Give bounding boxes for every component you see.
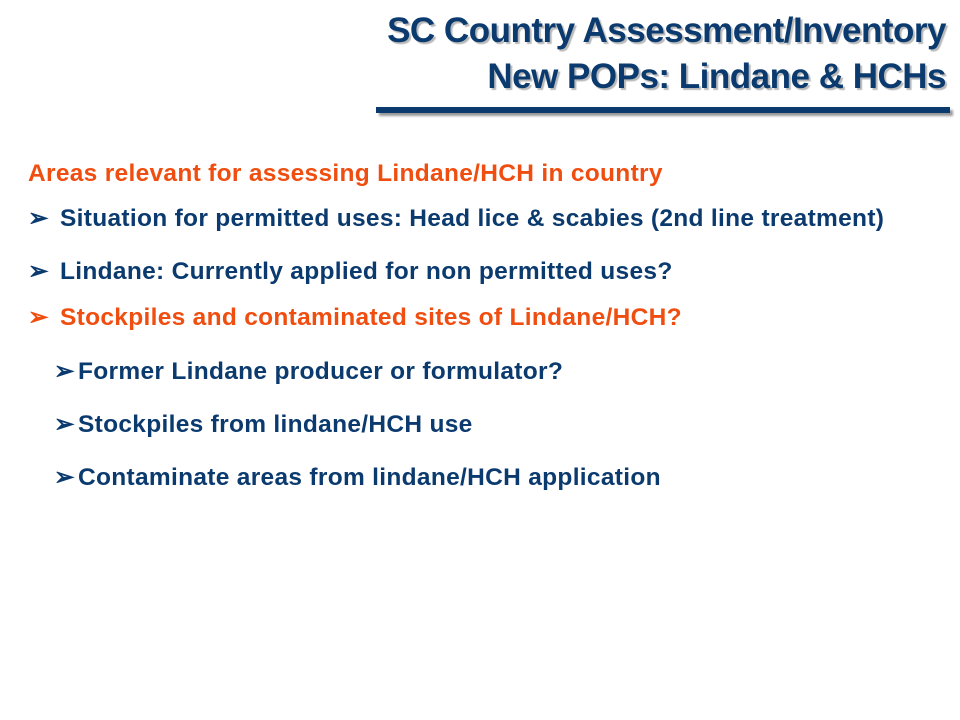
bullet-item <box>28 202 948 235</box>
slide-title <box>246 8 946 100</box>
title-line-1: SC Country Assessment/Inventory <box>387 11 946 50</box>
slide-content <box>28 152 948 494</box>
arrow-bullet-icon: ➢ <box>54 464 75 491</box>
bullet-item <box>28 255 948 288</box>
sub-bullet-text: Contaminate areas from lindane/HCH application <box>78 464 661 491</box>
sub-bullet-item <box>28 461 948 494</box>
sub-bullet-item <box>28 355 948 388</box>
arrow-bullet-icon: ➢ <box>28 258 49 285</box>
bullet-text: Stockpiles and contaminated sites of Lindane/HCH? <box>60 304 682 331</box>
title-line-2: New POPs: Lindane & HCHs <box>487 57 946 96</box>
arrow-bullet-icon: ➢ <box>28 205 49 232</box>
bullet-text: Lindane: Currently applied for non permitted uses? <box>60 258 673 285</box>
title-underline <box>376 107 950 113</box>
arrow-bullet-icon: ➢ <box>28 304 49 331</box>
arrow-bullet-icon: ➢ <box>54 411 75 438</box>
bullet-item-highlighted <box>28 301 948 334</box>
sub-bullet-text: Stockpiles from lindane/HCH use <box>78 411 473 438</box>
bullet-text: Situation for permitted uses: Head lice & scabies (2nd line treatment) <box>60 205 885 232</box>
arrow-bullet-icon: ➢ <box>54 358 75 385</box>
section-heading: Areas relevant for assessing Lindane/HCH in country <box>28 160 663 187</box>
sub-bullet-item <box>28 408 948 441</box>
sub-bullet-text: Former Lindane producer or formulator? <box>78 358 564 385</box>
